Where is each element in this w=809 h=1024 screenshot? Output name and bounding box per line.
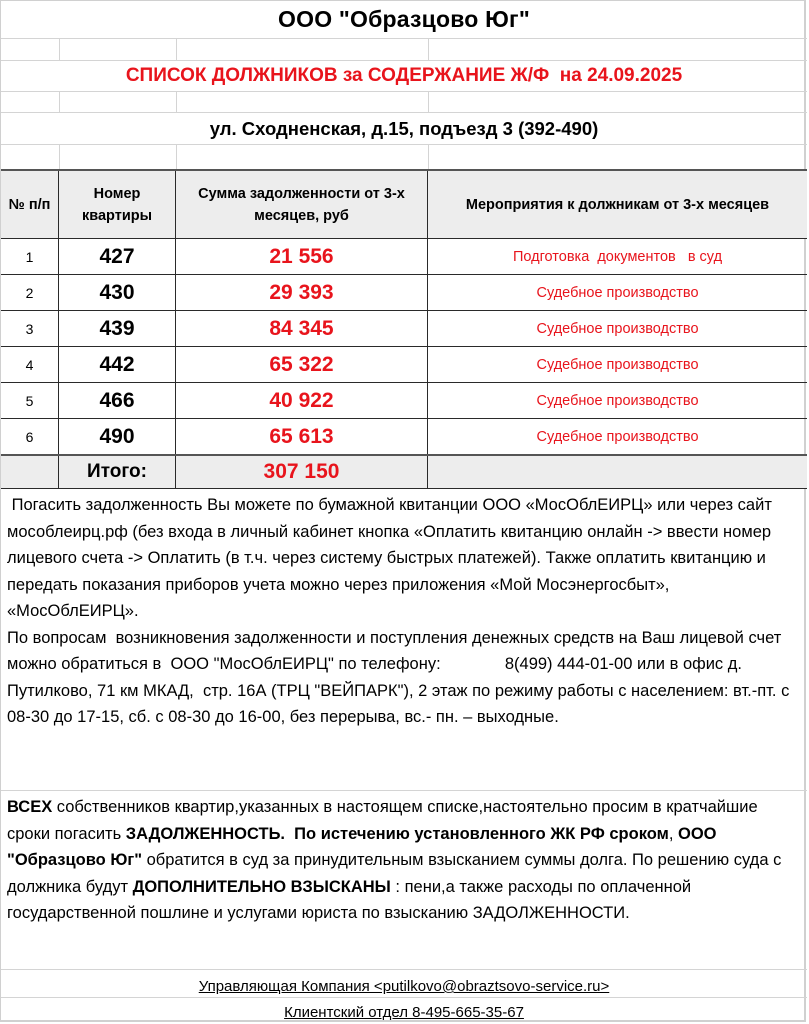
table-row [1,347,807,383]
debt-sum: 40 922 [176,383,428,418]
company-email-link[interactable]: Управляющая Компания <putilkovo@obraztsovo-service.ru> [198,978,610,995]
empty-row [1,145,807,169]
debtor-action: Судебное производство [536,320,699,337]
divider [1,997,807,998]
apartment-number: 490 [59,419,176,454]
divider [1,969,807,970]
table-row [1,383,807,419]
company-title: ООО "Образцово Юг" [278,6,530,32]
warning-bold-company: ООО "Образцово Юг" [7,824,717,869]
table-header-row [1,169,807,239]
warning-text: , [668,824,678,843]
address: ул. Сходненская, д.15, подъезд 3 (392-490) [209,117,599,139]
debt-sum: 65 322 [176,347,428,382]
column-header-actions: Мероприятия к должникам от 3-х месяцев [465,196,770,213]
warning-paragraph [1,794,807,927]
row-number: 5 [1,383,59,418]
warning-bold-penalties: ДОПОЛНИТЕЛЬНО ВЗЫСКАНЫ [132,877,391,896]
table-total-row [1,456,807,489]
empty-row [1,39,807,61]
row-number: 1 [1,239,59,274]
table-row [1,311,807,347]
row-number: 4 [1,347,59,382]
apartment-number: 439 [59,311,176,346]
debt-sum: 84 345 [176,311,428,346]
table-row [1,275,807,311]
column-header-apartment: Номер квартиры [59,171,176,238]
title-row [1,1,807,39]
warning-text: : пени,а также расходы по оплаченной государственной пошлине и услугами юриста по взысканию ЗАДОЛЖЕННОСТИ. [7,877,692,922]
contact-instructions: По вопросам возникновения задолженности и поступления денежных средств на Ваш лицевой счет можно обратиться в ООО "МосОблЕИРЦ" по телефону: 8(499) 444-01-00 или в офис д. Путилково, 71 км МКАД, стр. 16А (ТРЦ "ВЕЙПАРК"), 2 этаж по режиму работы с населением: вт.-пт. с 08-30 до 17-15, сб. с 08-30 до 16-00, без перерыва, вс.- пн. – выходные. [7,628,794,726]
total-label: Итого: [59,456,176,488]
total-empty-cell [1,456,59,488]
payment-info-paragraph [1,492,807,731]
subtitle-row [1,61,807,92]
debtor-action: Судебное производство [536,356,699,373]
debt-sum: 29 393 [176,275,428,310]
table-row [1,419,807,456]
row-number: 6 [1,419,59,454]
debtor-action: Подготовка документов в суд [512,248,723,265]
empty-row [1,769,807,791]
debtors-list-title: СПИСОК ДОЛЖНИКОВ за СОДЕРЖАНИЕ Ж/Ф на 24.09.2025 [125,65,683,86]
debtor-action: Судебное производство [536,428,699,445]
apartment-number: 466 [59,383,176,418]
row-number: 3 [1,311,59,346]
warning-text: обратится в суд за принудительным взысканием суммы долга. По решению суда с должника будут [7,851,782,896]
debt-sum: 21 556 [176,239,428,274]
apartment-number: 430 [59,275,176,310]
column-header-number: № п/п [1,171,59,238]
total-sum: 307 150 [176,456,428,488]
apartment-number: 442 [59,347,176,382]
warning-bold-all: ВСЕХ [7,798,53,816]
debtor-action: Судебное производство [536,284,699,301]
apartment-number: 427 [59,239,176,274]
empty-row [1,92,807,113]
address-row [1,113,807,145]
row-number: 2 [1,275,59,310]
total-empty-cell [428,456,807,488]
debt-sum: 65 613 [176,419,428,454]
payment-instructions: Погасить задолженность Вы можете по бумажной квитанции ООО «МосОблЕИРЦ» или через сайт мособлеирц.рф (без входа в личный кабинет кнопка «Оплатить квитанцию онлайн -> ввести номер лицевого счета -> Оплатить (в т.ч. через систему быстрых платежей). Также оплатить квитанцию и передать показания приборов учета можно через приложения «Мой Мосэнергосбыт», «МосОблЕИРЦ». [7,496,777,620]
warning-text: собственников квартир,указанных в настоящем списке,настоятельно просим в кратчайшие сроки погасить [7,798,758,843]
table-row [1,239,807,275]
client-department-phone: Клиентский отдел 8-495-665-35-67 [284,1004,524,1021]
column-header-debt-sum: Сумма задолженности от 3-х месяцев, руб [176,171,428,238]
debtor-action: Судебное производство [536,392,699,409]
warning-bold-debt: ЗАДОЛЖЕННОСТЬ. По истечению установленного ЖК РФ сроком [125,824,669,843]
